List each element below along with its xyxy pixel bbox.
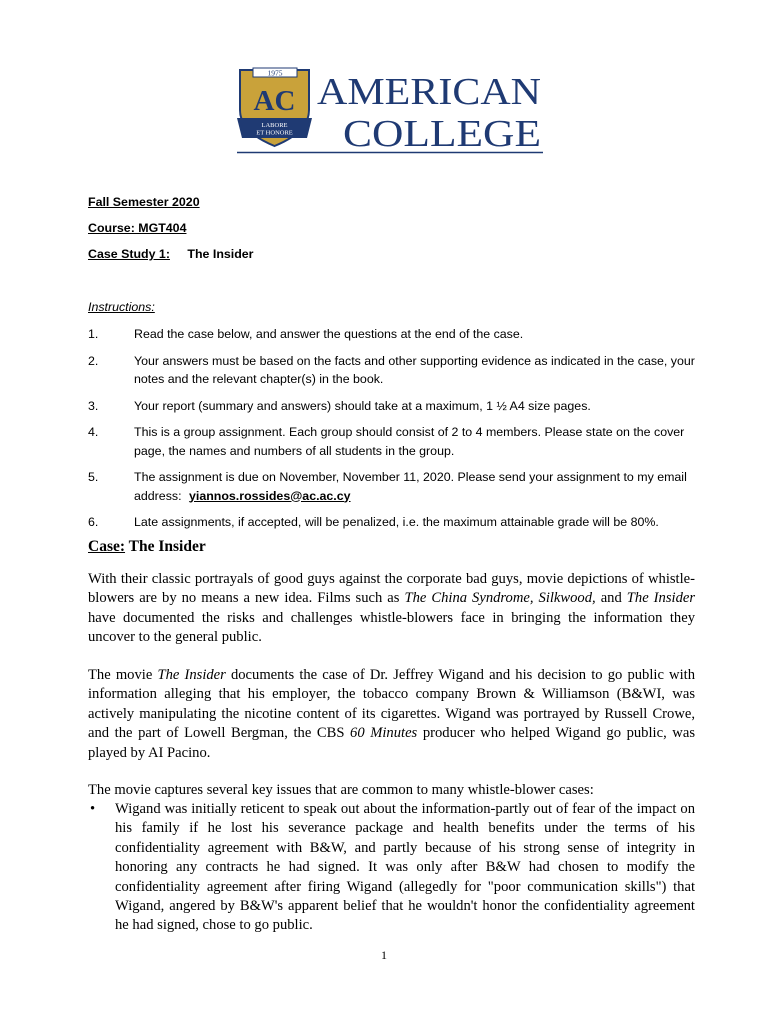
instruction-text: Read the case below, and answer the questions at the end of the case. bbox=[134, 327, 524, 341]
instruction-number: 1. bbox=[88, 327, 99, 341]
instruction-text: Late assignments, if accepted, will be penalized, i.e. the maximum attainable grade will be 80%. bbox=[134, 515, 659, 529]
p1-film-insider: The Insider bbox=[626, 590, 696, 607]
instruction-item bbox=[88, 513, 698, 532]
p2-show-title: 60 Minutes bbox=[350, 725, 418, 742]
page-number: 1 bbox=[381, 948, 387, 962]
instruction-item bbox=[88, 397, 698, 416]
p2-film-insider: The Insider bbox=[157, 667, 226, 683]
instruction-number: 4. bbox=[88, 425, 99, 439]
instruction-item bbox=[88, 468, 698, 505]
instruction-number: 3. bbox=[88, 398, 99, 413]
case-heading bbox=[88, 538, 206, 556]
logo-motto-line2: ET HONORE bbox=[256, 129, 293, 137]
instruction-text: The assignment is due on November, November 11, 2020. Please send your assignment to my email address: bbox=[134, 470, 687, 503]
course-label: Course: MGT404 bbox=[88, 221, 187, 235]
semester-label: Fall Semester 2020 bbox=[88, 195, 200, 209]
case-paragraph-2 bbox=[88, 666, 695, 763]
bullet-text: Wigand was initially reticent to speak out about the information-partly out of fear of the impact on his family if he lost his severance package and health benefits under the terms of his confidentiality agreement with B&W, and partly because of his strong sense of integrity in honoring any contracts he had signed. It was only after B&W had chosen to modify the confidentiality agreement after firing Wigand (allegedly for "poor communication skills") that Wigand, angered by B&W's apparent belief that he wouldn't honor the confidentiality agreement he had signed, chose to go public. bbox=[115, 801, 695, 934]
case-paragraph-1 bbox=[88, 570, 695, 648]
case-study-title: The Insider bbox=[187, 247, 254, 261]
instruction-item bbox=[88, 423, 698, 460]
logo-year: 1975 bbox=[267, 68, 283, 78]
p2-text-c: producer who helped Wigand go public, was played by AI Pacino. bbox=[88, 725, 695, 761]
logo-initials: AC bbox=[253, 85, 296, 117]
instruction-number: 5. bbox=[88, 470, 99, 484]
instruction-item bbox=[88, 325, 698, 344]
logo-motto-line1: LABORE bbox=[261, 122, 288, 129]
instructions-list bbox=[88, 325, 698, 540]
logo-name-line1: AMERICAN bbox=[317, 71, 541, 113]
logo-name-line2: COLLEGE bbox=[343, 113, 541, 154]
instruction-item bbox=[88, 352, 698, 389]
instruction-number: 6. bbox=[88, 515, 99, 529]
instruction-text: Your answers must be based on the facts and other supporting evidence as indicated in the case, your notes and the relevant chapter(s) in the book. bbox=[134, 353, 695, 386]
american-college-logo bbox=[237, 66, 543, 154]
instruction-text: This is a group assignment. Each group should consist of 2 to 4 members. Please state on the cover page, the names and numbers of all students in the group. bbox=[134, 425, 685, 458]
bullet-icon: • bbox=[90, 801, 96, 817]
p2-text-a: The movie bbox=[88, 667, 158, 683]
case-heading-title: The Insider bbox=[128, 538, 206, 555]
instruction-text: Your report (summary and answers) should take at a maximum, 1 ½ A4 size pages. bbox=[134, 398, 591, 413]
p2-text-b: documents the case of Dr. Jeffrey Wigand and his decision to go public with information alleging that his employer, the tobacco company Brown & Williamson (B&WI, was actively manipulating the nicotine content of its cigarettes. Wigand was portrayed by Russell Crowe, and the part of Lowell Bergman, the CBS bbox=[88, 667, 696, 742]
case-study-label: Case Study 1: bbox=[88, 247, 170, 261]
case-heading-label: Case: bbox=[88, 538, 126, 555]
p1-text-b: and bbox=[595, 590, 627, 607]
instructions-heading: Instructions: bbox=[88, 300, 155, 314]
p1-text-a: With their classic portrayals of good guys against the corporate bad guys, movie depictions of whistle-blowers are by no means a new idea. Films such as bbox=[88, 571, 695, 607]
p1-text-c: have documented the risks and challenges whistle-blowers face in bringing the information they uncover to the general public. bbox=[88, 609, 695, 646]
p1-film-titles: The China Syndrome, Silkwood, bbox=[404, 590, 596, 607]
bullet-item bbox=[88, 800, 695, 936]
instruction-number: 2. bbox=[88, 353, 99, 368]
email-link[interactable]: yiannos.rossides@ac.ac.cy bbox=[188, 488, 351, 503]
case-study-line bbox=[88, 247, 254, 261]
case-paragraph-3: The movie captures several key issues that are common to many whistle-blower cases: bbox=[88, 782, 594, 798]
